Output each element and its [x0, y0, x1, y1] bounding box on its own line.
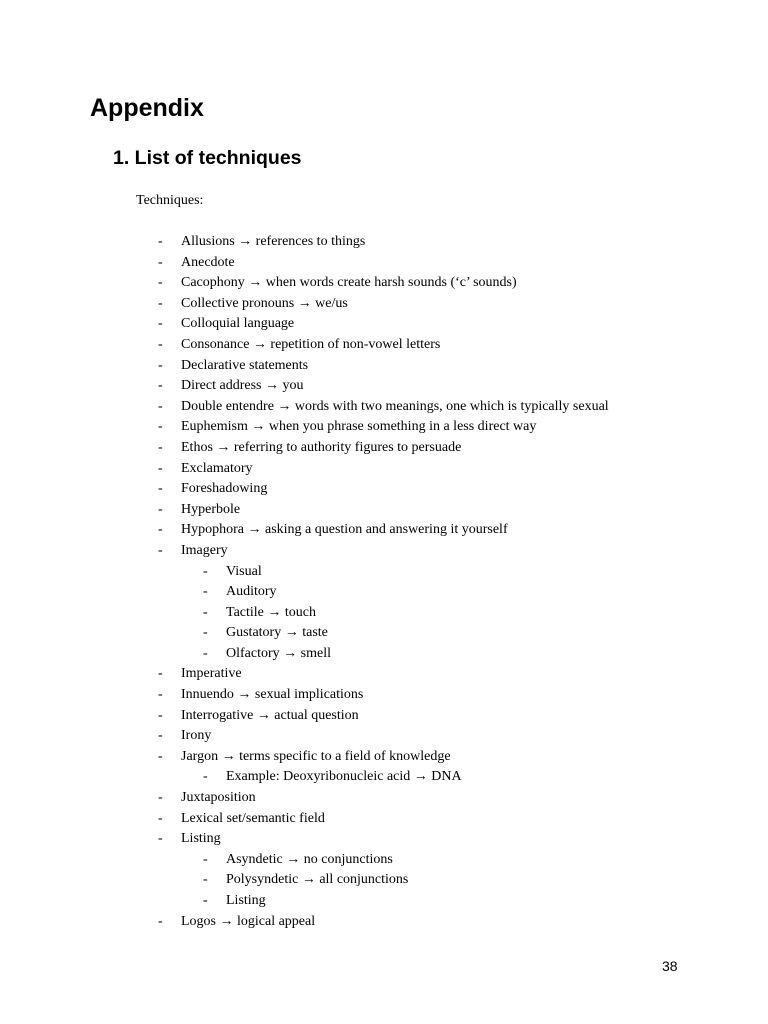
- list-item-text: Innuendo → sexual implications: [181, 687, 364, 703]
- list-item: [0, 397, 768, 418]
- list-item-text: Logos → logical appeal: [181, 913, 316, 929]
- page-number: 38: [662, 958, 678, 974]
- list-item-text: Declarative statements: [181, 357, 309, 373]
- techniques-list: [0, 232, 768, 932]
- list-item: [0, 912, 768, 933]
- list-item-text: Euphemism → when you phrase something in a less direct way: [181, 419, 537, 435]
- bullet-dash: -: [158, 378, 163, 394]
- list-item: [0, 788, 768, 809]
- bullet-dash: -: [158, 336, 163, 352]
- list-item-text: Auditory: [226, 584, 277, 600]
- list-item: [0, 520, 768, 541]
- sub-list-item: [0, 644, 768, 665]
- section-heading: 1. List of techniques: [113, 147, 302, 169]
- bullet-dash: -: [158, 501, 163, 517]
- list-item: [0, 438, 768, 459]
- list-item-text: Hypophora → asking a question and answering it yourself: [181, 522, 508, 538]
- bullet-dash: -: [158, 748, 163, 764]
- list-item-text: Visual: [226, 563, 262, 579]
- bullet-dash: -: [158, 831, 163, 847]
- bullet-dash: -: [158, 542, 163, 558]
- list-item-text: Cacophony → when words create harsh sounds (‘c’ sounds): [181, 275, 517, 291]
- sub-list-item: [0, 562, 768, 583]
- list-item-text: Imperative: [181, 666, 242, 682]
- list-item-text: Consonance → repetition of non-vowel letters: [181, 336, 441, 352]
- sub-list-item: [0, 582, 768, 603]
- list-item-text: Exclamatory: [181, 460, 253, 476]
- list-item: [0, 685, 768, 706]
- bullet-dash: -: [158, 810, 163, 826]
- list-item: [0, 294, 768, 315]
- bullet-dash: -: [158, 481, 163, 497]
- list-item-text: Imagery: [181, 542, 228, 558]
- list-item: [0, 664, 768, 685]
- list-item: [0, 356, 768, 377]
- bullet-dash: -: [158, 666, 163, 682]
- list-item: [0, 459, 768, 480]
- list-item: [0, 273, 768, 294]
- list-item-text: Ethos → referring to authority figures to persuade: [181, 439, 462, 455]
- bullet-dash: -: [203, 851, 208, 867]
- list-item-text: Foreshadowing: [181, 481, 268, 497]
- bullet-dash: -: [158, 913, 163, 929]
- list-item: [0, 829, 768, 850]
- list-item-text: Allusions → references to things: [181, 234, 366, 249]
- bullet-dash: -: [158, 687, 163, 703]
- list-item: [0, 809, 768, 830]
- bullet-dash: -: [158, 398, 163, 414]
- bullet-dash: -: [203, 584, 208, 600]
- list-item-text: Polysyndetic → all conjunctions: [226, 872, 409, 888]
- bullet-dash: -: [158, 254, 163, 270]
- list-item: [0, 253, 768, 274]
- list-item: [0, 541, 768, 562]
- bullet-dash: -: [158, 707, 163, 723]
- list-item-text: Double entendre → words with two meanings, one which is typically sexual: [181, 398, 609, 414]
- list-item: [0, 232, 768, 253]
- bullet-dash: -: [203, 769, 208, 785]
- bullet-dash: -: [158, 460, 163, 476]
- bullet-dash: -: [158, 275, 163, 291]
- list-item-text: Gustatory → taste: [226, 625, 328, 641]
- sub-list-item: [0, 850, 768, 871]
- list-item-text: Colloquial language: [181, 316, 295, 332]
- list-item: [0, 335, 768, 356]
- bullet-dash: -: [203, 893, 208, 908]
- bullet-dash: -: [203, 563, 208, 579]
- sub-list-item: [0, 767, 768, 788]
- sub-list-item: [0, 891, 768, 912]
- list-item: [0, 747, 768, 768]
- list-item-text: Asyndetic → no conjunctions: [226, 851, 393, 867]
- list-item: [0, 479, 768, 500]
- list-item-text: Tactile → touch: [226, 604, 316, 620]
- bullet-dash: -: [158, 790, 163, 806]
- bullet-dash: -: [158, 316, 163, 332]
- sub-list-item: [0, 870, 768, 891]
- list-item-text: Direct address → you: [181, 378, 304, 394]
- list-item-text: Lexical set/semantic field: [181, 810, 325, 826]
- list-item-text: Irony: [181, 728, 212, 744]
- list-item-text: Example: Deoxyribonucleic acid → DNA: [226, 769, 462, 785]
- list-item: [0, 314, 768, 335]
- bullet-dash: -: [158, 357, 163, 373]
- bullet-dash: -: [203, 645, 208, 661]
- bullet-dash: -: [158, 295, 163, 311]
- list-item: [0, 376, 768, 397]
- bullet-dash: -: [158, 234, 163, 249]
- list-item-text: Hyperbole: [181, 501, 241, 517]
- bullet-dash: -: [158, 419, 163, 435]
- list-item-text: Interrogative → actual question: [181, 707, 359, 723]
- sub-list-item: [0, 623, 768, 644]
- appendix-heading: Appendix: [90, 94, 204, 122]
- bullet-dash: -: [203, 604, 208, 620]
- bullet-dash: -: [203, 872, 208, 888]
- list-item: [0, 417, 768, 438]
- list-item: [0, 726, 768, 747]
- list-item-text: Jargon → terms specific to a field of knowledge: [181, 748, 451, 764]
- list-item-text: Anecdote: [181, 254, 235, 270]
- sub-list-item: [0, 603, 768, 624]
- list-item-text: Juxtaposition: [181, 790, 256, 806]
- bullet-dash: -: [203, 625, 208, 641]
- list-item: [0, 500, 768, 521]
- list-item: [0, 706, 768, 727]
- list-item-text: Olfactory → smell: [226, 645, 331, 661]
- bullet-dash: -: [158, 522, 163, 538]
- techniques-label: Techniques:: [136, 193, 204, 208]
- bullet-dash: -: [158, 439, 163, 455]
- bullet-dash: -: [158, 728, 163, 744]
- list-item-text: Listing: [181, 831, 221, 847]
- list-item-text: Collective pronouns → we/us: [181, 295, 348, 311]
- list-item-text: Listing: [226, 893, 266, 908]
